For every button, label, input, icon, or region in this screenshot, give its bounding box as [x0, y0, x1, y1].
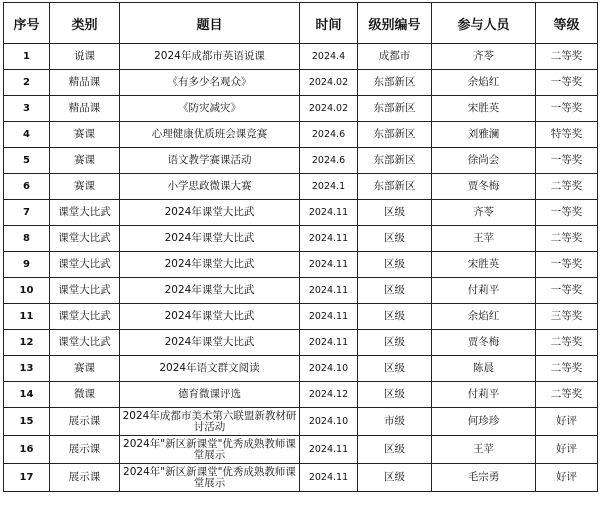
cell-grade: 一等奖 [536, 278, 598, 304]
awards-table [3, 2, 598, 492]
cell-topic: 2024年成都市英语说课 [120, 44, 300, 70]
cell-time: 2024.11 [300, 304, 358, 330]
cell-topic: 2024年课堂大比武 [120, 226, 300, 252]
cell-topic: 小学思政微课大赛 [120, 174, 300, 200]
cell-level: 区级 [358, 200, 432, 226]
cell-category: 课堂大比武 [50, 304, 120, 330]
cell-topic: 心理健康优质班会课竞赛 [120, 122, 300, 148]
table-row [4, 200, 598, 226]
cell-topic: 2024年课堂大比武 [120, 330, 300, 356]
cell-category: 展示课 [50, 464, 120, 492]
cell-person: 刘雅澜 [432, 122, 536, 148]
cell-time: 2024.11 [300, 330, 358, 356]
cell-person: 付莉平 [432, 278, 536, 304]
cell-category: 微课 [50, 382, 120, 408]
cell-topic: 2024年成都市美术第六联盟新教材研讨活动 [120, 408, 300, 436]
cell-category: 赛课 [50, 356, 120, 382]
cell-grade: 一等奖 [536, 200, 598, 226]
cell-topic: 德育微课评选 [120, 382, 300, 408]
cell-level: 东部新区 [358, 96, 432, 122]
cell-index: 4 [4, 122, 50, 148]
cell-index: 5 [4, 148, 50, 174]
cell-person: 付莉平 [432, 382, 536, 408]
table-row [4, 44, 598, 70]
cell-time: 2024.6 [300, 122, 358, 148]
cell-person: 贾冬梅 [432, 174, 536, 200]
cell-level: 东部新区 [358, 174, 432, 200]
cell-topic: 2024年课堂大比武 [120, 200, 300, 226]
cell-index: 14 [4, 382, 50, 408]
cell-category: 课堂大比武 [50, 200, 120, 226]
cell-category: 展示课 [50, 436, 120, 464]
cell-topic: 2024年课堂大比武 [120, 304, 300, 330]
cell-level: 区级 [358, 252, 432, 278]
cell-category: 展示课 [50, 408, 120, 436]
cell-person: 宋胜英 [432, 96, 536, 122]
cell-index: 8 [4, 226, 50, 252]
cell-grade: 二等奖 [536, 226, 598, 252]
header-topic: 题目 [120, 3, 300, 44]
table-row [4, 252, 598, 278]
cell-level: 成都市 [358, 44, 432, 70]
cell-level: 区级 [358, 226, 432, 252]
cell-person: 余焰红 [432, 70, 536, 96]
cell-category: 课堂大比武 [50, 252, 120, 278]
cell-time: 2024.11 [300, 464, 358, 492]
table-row [4, 174, 598, 200]
cell-category: 精品课 [50, 96, 120, 122]
cell-grade: 一等奖 [536, 148, 598, 174]
cell-time: 2024.11 [300, 252, 358, 278]
table-row [4, 408, 598, 436]
cell-grade: 二等奖 [536, 330, 598, 356]
table-row [4, 436, 598, 464]
cell-topic: 2024年课堂大比武 [120, 278, 300, 304]
cell-time: 2024.02 [300, 96, 358, 122]
cell-index: 10 [4, 278, 50, 304]
cell-time: 2024.6 [300, 148, 358, 174]
cell-index: 16 [4, 436, 50, 464]
cell-topic: 2024年课堂大比武 [120, 252, 300, 278]
cell-person: 宋胜英 [432, 252, 536, 278]
cell-person: 贾冬梅 [432, 330, 536, 356]
cell-topic: 语文教学赛课活动 [120, 148, 300, 174]
cell-time: 2024.11 [300, 436, 358, 464]
cell-person: 齐苓 [432, 44, 536, 70]
cell-grade: 好评 [536, 408, 598, 436]
cell-index: 2 [4, 70, 50, 96]
cell-index: 15 [4, 408, 50, 436]
cell-topic: 《防灾减灾》 [120, 96, 300, 122]
cell-grade: 一等奖 [536, 96, 598, 122]
cell-level: 区级 [358, 304, 432, 330]
cell-time: 2024.11 [300, 200, 358, 226]
cell-time: 2024.1 [300, 174, 358, 200]
cell-level: 区级 [358, 436, 432, 464]
cell-person: 毛宗勇 [432, 464, 536, 492]
table-row [4, 70, 598, 96]
cell-grade: 特等奖 [536, 122, 598, 148]
cell-index: 13 [4, 356, 50, 382]
cell-index: 17 [4, 464, 50, 492]
cell-time: 2024.12 [300, 382, 358, 408]
table-row [4, 226, 598, 252]
table-row [4, 96, 598, 122]
cell-person: 余焰红 [432, 304, 536, 330]
header-grade: 等级 [536, 3, 598, 44]
table-row [4, 122, 598, 148]
cell-time: 2024.11 [300, 278, 358, 304]
cell-grade: 三等奖 [536, 304, 598, 330]
cell-level: 区级 [358, 278, 432, 304]
cell-level: 东部新区 [358, 70, 432, 96]
cell-level: 市级 [358, 408, 432, 436]
cell-category: 说课 [50, 44, 120, 70]
cell-person: 徐尚会 [432, 148, 536, 174]
header-person: 参与人员 [432, 3, 536, 44]
cell-topic: 2024年"新区新课堂"优秀成熟教师课堂展示 [120, 464, 300, 492]
table-row [4, 464, 598, 492]
table-row [4, 278, 598, 304]
cell-topic: 2024年"新区新课堂"优秀成熟教师课堂展示 [120, 436, 300, 464]
cell-grade: 二等奖 [536, 174, 598, 200]
cell-index: 11 [4, 304, 50, 330]
cell-grade: 二等奖 [536, 44, 598, 70]
cell-category: 课堂大比武 [50, 330, 120, 356]
table-body [4, 44, 598, 492]
cell-category: 赛课 [50, 148, 120, 174]
cell-category: 课堂大比武 [50, 226, 120, 252]
cell-grade: 一等奖 [536, 252, 598, 278]
table-row [4, 148, 598, 174]
header-row [4, 3, 598, 44]
cell-person: 陈晨 [432, 356, 536, 382]
cell-level: 东部新区 [358, 122, 432, 148]
cell-person: 何珍珍 [432, 408, 536, 436]
cell-index: 6 [4, 174, 50, 200]
table-row [4, 382, 598, 408]
cell-category: 赛课 [50, 174, 120, 200]
cell-topic: 《有多少名观众》 [120, 70, 300, 96]
cell-person: 齐苓 [432, 200, 536, 226]
cell-level: 区级 [358, 330, 432, 356]
header-level: 级别编号 [358, 3, 432, 44]
cell-grade: 好评 [536, 464, 598, 492]
cell-grade: 二等奖 [536, 356, 598, 382]
header-index: 序号 [4, 3, 50, 44]
table-row [4, 356, 598, 382]
cell-grade: 一等奖 [536, 70, 598, 96]
cell-topic: 2024年语文群文阅读 [120, 356, 300, 382]
cell-level: 东部新区 [358, 148, 432, 174]
table-row [4, 330, 598, 356]
cell-person: 王苹 [432, 226, 536, 252]
cell-index: 9 [4, 252, 50, 278]
header-category: 类别 [50, 3, 120, 44]
cell-grade: 二等奖 [536, 382, 598, 408]
cell-category: 课堂大比武 [50, 278, 120, 304]
cell-index: 3 [4, 96, 50, 122]
header-time: 时间 [300, 3, 358, 44]
cell-time: 2024.10 [300, 408, 358, 436]
cell-index: 12 [4, 330, 50, 356]
cell-level: 区级 [358, 356, 432, 382]
cell-time: 2024.10 [300, 356, 358, 382]
cell-level: 区级 [358, 382, 432, 408]
cell-person: 王苹 [432, 436, 536, 464]
cell-index: 7 [4, 200, 50, 226]
table-row [4, 304, 598, 330]
cell-grade: 好评 [536, 436, 598, 464]
cell-time: 2024.02 [300, 70, 358, 96]
cell-category: 精品课 [50, 70, 120, 96]
cell-time: 2024.4 [300, 44, 358, 70]
cell-time: 2024.11 [300, 226, 358, 252]
cell-category: 赛课 [50, 122, 120, 148]
cell-index: 1 [4, 44, 50, 70]
cell-level: 区级 [358, 464, 432, 492]
